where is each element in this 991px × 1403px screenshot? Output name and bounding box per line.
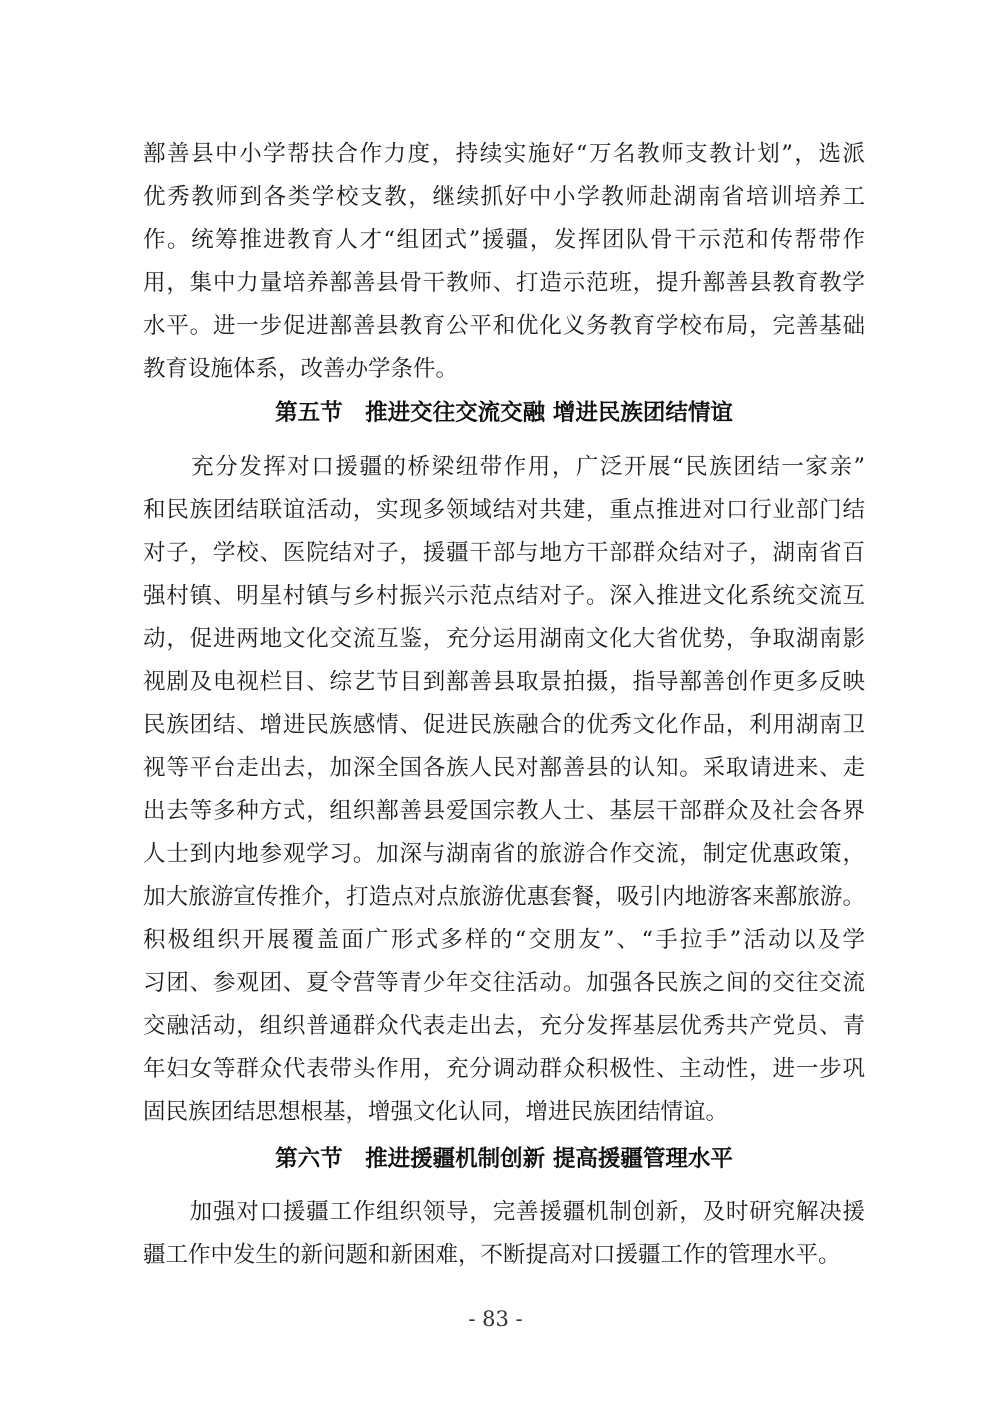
section-5-heading: 第五节 推进交往交流交融 增进民族团结情谊 [275, 400, 733, 426]
text-line: 固民族团结思想根基，增强文化认同，增进民族团结情谊。 [143, 1099, 729, 1125]
page-number: - 83 - [468, 1307, 523, 1331]
text-line: 民族团结、增进民族感情、促进民族融合的优秀文化作品，利用湖南卫 [143, 712, 865, 738]
text-line: 用，集中力量培养鄯善县骨干教师、打造示范班，提升鄯善县教育教学 [143, 270, 865, 296]
text-line: 强村镇、明星村镇与乡村振兴示范点结对子。深入推进文化系统交流互 [143, 583, 865, 609]
section-5-paragraph [143, 446, 865, 1134]
text-line: 水平。进一步促进鄯善县教育公平和优化义务教育学校布局，完善基础 [143, 313, 865, 339]
text-line: 疆工作中发生的新问题和新困难，不断提高对口援疆工作的管理水平。 [143, 1242, 841, 1268]
text-line: 教育设施体系，改善办学条件。 [143, 356, 459, 382]
text-line: 交融活动，组织普通群众代表走出去，充分发挥基层优秀共产党员、青 [143, 1013, 865, 1039]
text-line: 充分发挥对口援疆的桥梁纽带作用，广泛开展“民族团结一家亲” [143, 454, 865, 480]
text-line: 人士到内地参观学习。加深与湖南省的旅游合作交流，制定优惠政策， [143, 841, 865, 867]
text-line: 出去等多种方式，组织鄯善县爱国宗教人士、基层干部群众及社会各界 [143, 798, 865, 824]
section-6-heading: 第六节 推进援疆机制创新 提高援疆管理水平 [275, 1146, 733, 1172]
text-line: 对子，学校、医院结对子，援疆干部与地方干部群众结对子，湖南省百 [143, 540, 865, 566]
text-line: 鄯善县中小学帮扶合作力度，持续实施好“万名教师支教计划”，选派 [143, 141, 865, 167]
text-line: 积极组织开展覆盖面广形式多样的“交朋友”、“手拉手”活动以及学 [143, 927, 865, 953]
text-line: 习团、参观团、夏令营等青少年交往活动。加强各民族之间的交往交流 [143, 970, 865, 996]
text-line: 和民族团结联谊活动，实现多领域结对共建，重点推进对口行业部门结 [143, 497, 865, 523]
text-line: 视等平台走出去，加深全国各族人民对鄯善县的认知。采取请进来、走 [143, 755, 865, 781]
text-line: 年妇女等群众代表带头作用，充分调动群众积极性、主动性，进一步巩 [143, 1056, 865, 1082]
text-line: 优秀教师到各类学校支教，继续抓好中小学教师赴湖南省培训培养工 [143, 184, 865, 210]
section-6-paragraph [143, 1191, 865, 1277]
text-line: 加大旅游宣传推介，打造点对点旅游优惠套餐，吸引内地游客来鄯旅游。 [143, 884, 865, 910]
text-line: 动，促进两地文化交流互鉴，充分运用湖南文化大省优势，争取湖南影 [143, 626, 865, 652]
text-line: 视剧及电视栏目、综艺节目到鄯善县取景拍摄，指导鄯善创作更多反映 [143, 669, 865, 695]
text-line: 加强对口援疆工作组织领导，完善援疆机制创新，及时研究解决援 [143, 1199, 865, 1225]
paragraph-continuation [143, 133, 865, 391]
text-line: 作。统筹推进教育人才“组团式”援疆，发挥团队骨干示范和传帮带作 [143, 227, 865, 253]
